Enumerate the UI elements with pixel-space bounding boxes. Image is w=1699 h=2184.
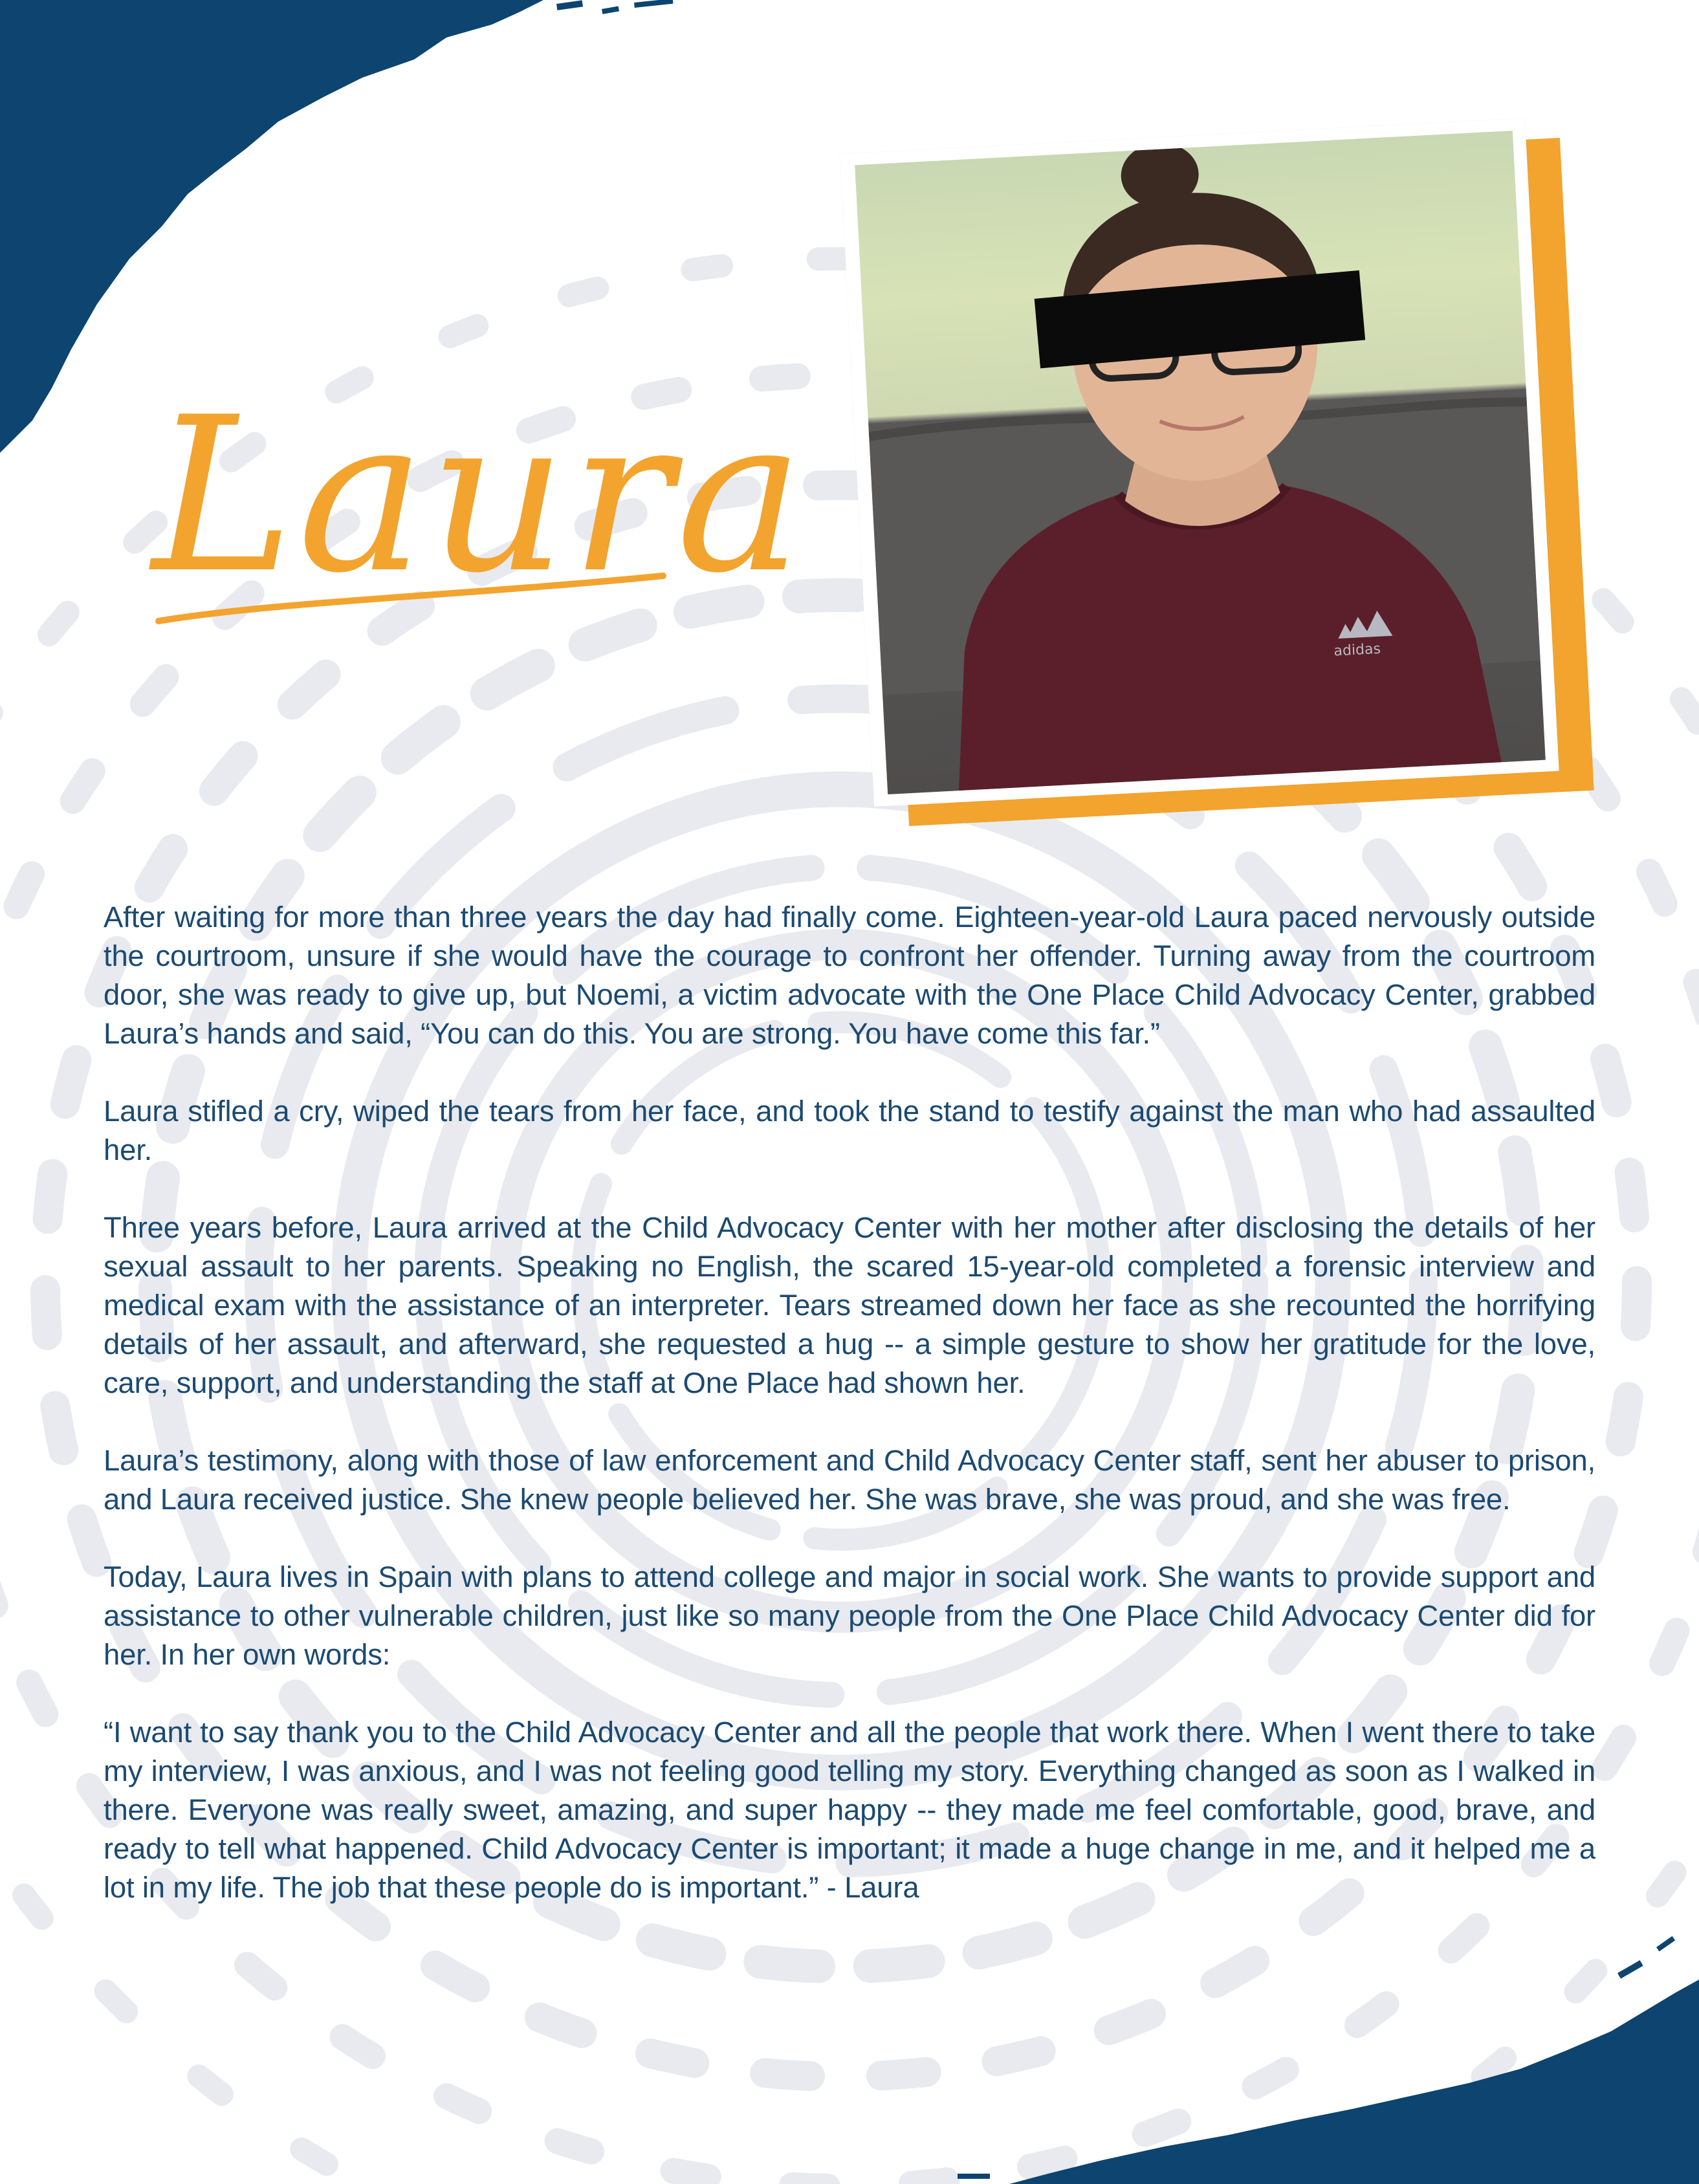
svg-text:adidas: adidas [1333,640,1381,660]
photo-white-border [840,118,1559,807]
portrait-photo [855,131,1546,794]
story-paragraph: Laura stifled a cry, wiped the tears from her face, and took the stand to testify against the man who had assaulted her. [104,1095,1595,1166]
page-title [146,362,844,660]
brush-corner-bottom-right [1009,1980,1699,2184]
story-paragraph: Three years before, Laura arrived at the Child Advocacy Center with her mother after disclosing the details of her sexual assault to her parents. Speaking no English, the scared 15-year-old completed a forensic interview and medical exam with the assistance of an interpreter. Tears streamed down her face as she recounted the horrifying details of her assault, and afterward, she requested a hug -- a simple gesture to show her gratitude for the love, care, support, and understanding the staff at One Place had shown her. [104,1211,1595,1399]
story-paragraph: Today, Laura lives in Spain with plans to attend college and major in social work. She wants to provide support and assistance to other vulnerable children, just like so many people from the One Place Child Advocacy Center did for her. In her own words: [104,1560,1595,1671]
title-text: Laura [152,371,807,620]
story-body [104,898,1595,1946]
story-paragraph: After waiting for more than three years the day had finally come. Eighteen-year-old Laura paced nervously outside the courtroom, unsure if she would have the courage to confront her offender. Turning away from the courtroom door, she was ready to give up, but Noemi, a victim advocate with the One Place Child Advocacy Center, grabbed Laura’s hands and said, “You can do this. You are strong. You have come this far.” [104,901,1595,1050]
story-paragraph: Laura’s testimony, along with those of law enforcement and Child Advocacy Center staff, sent her abuser to prison, and Laura received justice. She knew people believed her. She was brave, she was proud, and she was free. [104,1444,1595,1516]
portrait-photo-frame [848,116,1611,828]
story-quote: “I want to say thank you to the Child Advocacy Center and all the people that work there. When I went there to take my interview, I was anxious, and I was not feeling good telling my story. Everything changed as soon as I walked in there. Everyone was really sweet, amazing, and super happy -- they made me feel comfortable, good, brave, and ready to tell what happened. Child Advocacy Center is important; it made a huge change in me, and it helped me a lot in my life. The job that these people do is important.” - Laura [104,1716,1595,1904]
